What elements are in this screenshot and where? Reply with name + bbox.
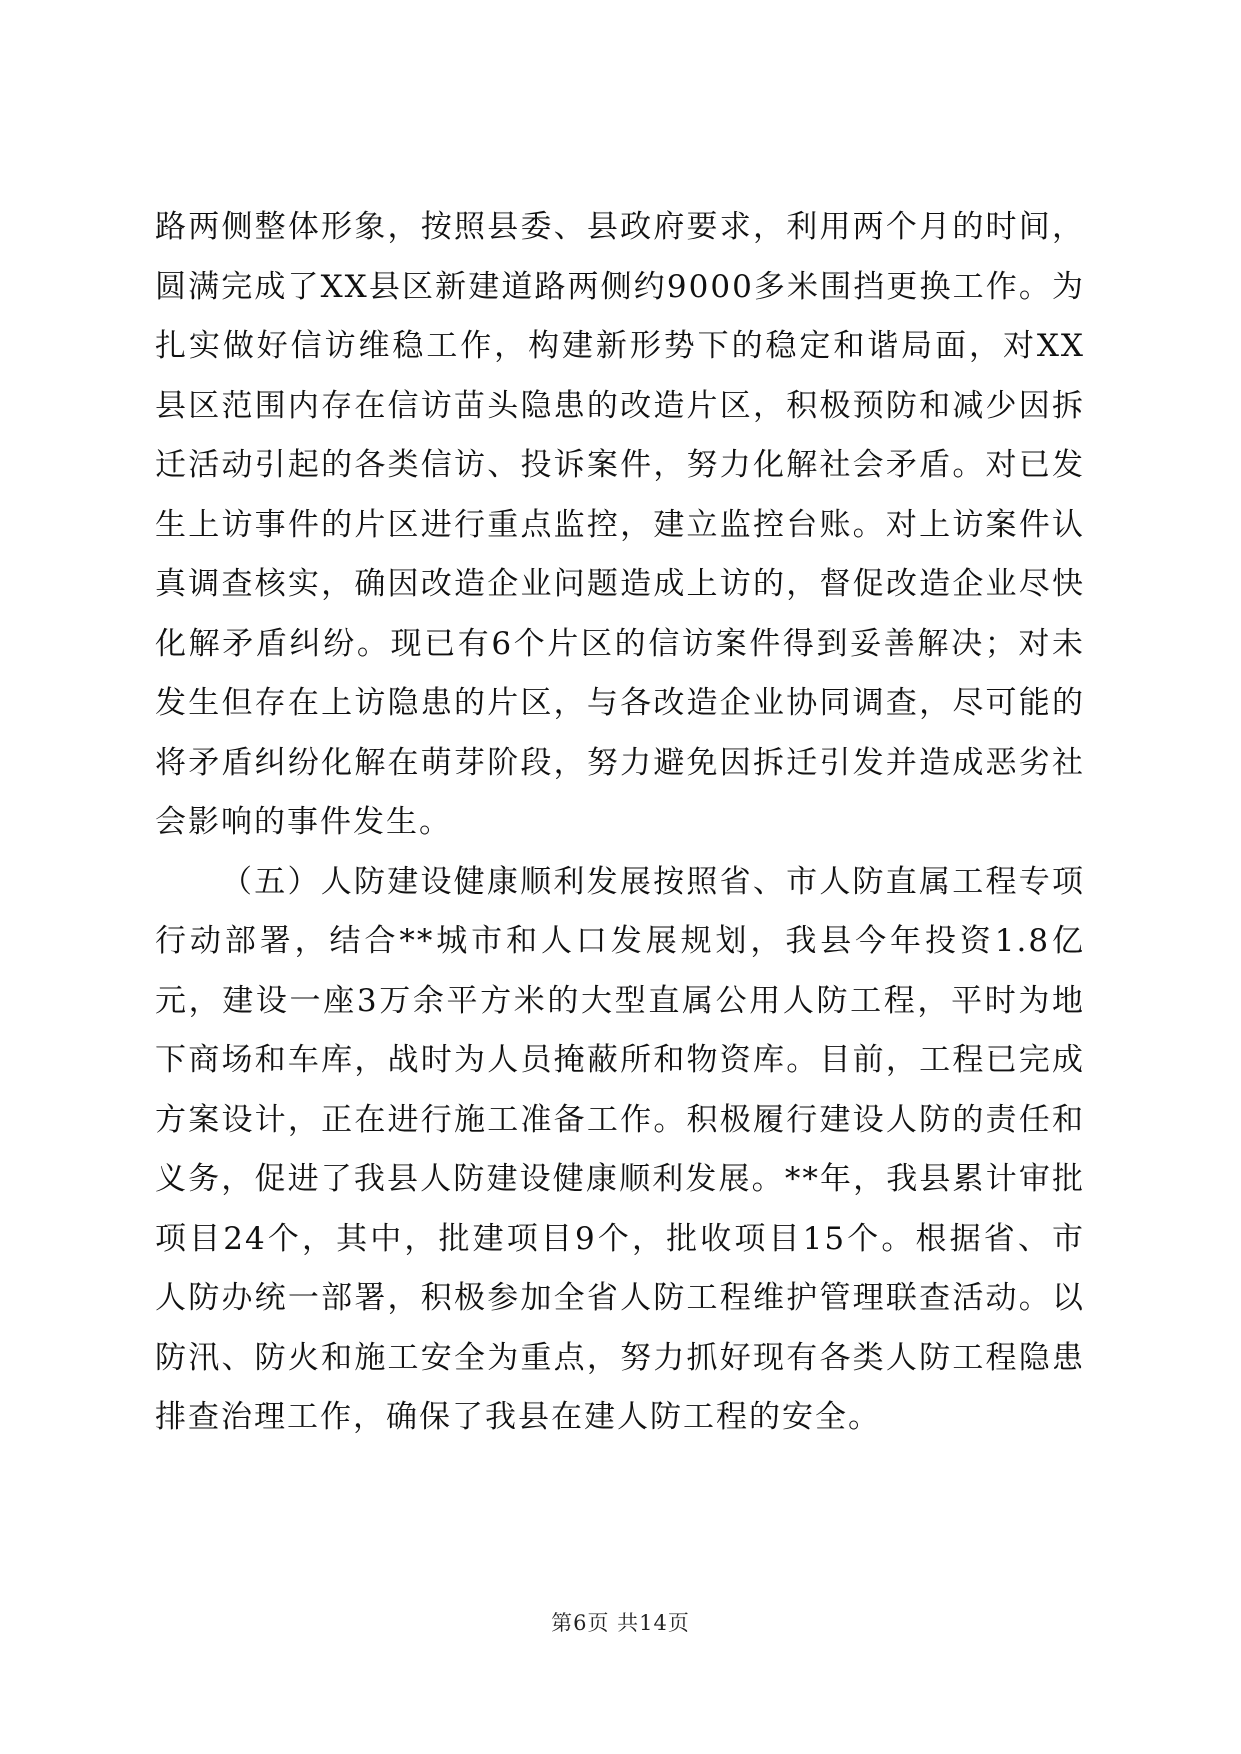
body-paragraph-2: （五）人防建设健康顺利发展按照省、市人防直属工程专项行动部署，结合**城市和人口发展规划，我县今年投资1.8亿元，建设一座3万余平方米的大型直属公用人防工程，平时为地下商场和车库，战时为人员掩蔽所和物资库。目前，工程已完成方案设计，正在进行施工准备工作。积极履行建设人防的责任和义务，促进了我县人防建设健康顺利发展。**年，我县累计审批项目24个，其中，批建项目9个，批收项目15个。根据省、市人防办统一部署，积极参加全省人防工程维护管理联查活动。以防汛、防火和施工安全为重点，努力抓好现有各类人防工程隐患排查治理工作，确保了我县在建人防工程的安全。 [155, 863, 1085, 1435]
document-body [155, 198, 1085, 1448]
body-paragraph-1: 路两侧整体形象，按照县委、县政府要求，利用两个月的时间，圆满完成了XX县区新建道路两侧约9000多米围挡更换工作。为扎实做好信访维稳工作，构建新形势下的稳定和谐局面，对XX县区范围内存在信访苗头隐患的改造片区，积极预防和减少因拆迁活动引起的各类信访、投诉案件，努力化解社会矛盾。对已发生上访事件的片区进行重点监控，建立监控台账。对上访案件认真调查核实，确因改造企业问题造成上访的，督促改造企业尽快化解矛盾纠纷。现已有6个片区的信访案件得到妥善解决；对未发生但存在上访隐患的片区，与各改造企业协同调查，尽可能的将矛盾纠纷化解在萌芽阶段，努力避免因拆迁引发并造成恶劣社会影响的事件发生。 [155, 209, 1085, 840]
page-number-footer: 第6页 共14页 [551, 1611, 690, 1635]
